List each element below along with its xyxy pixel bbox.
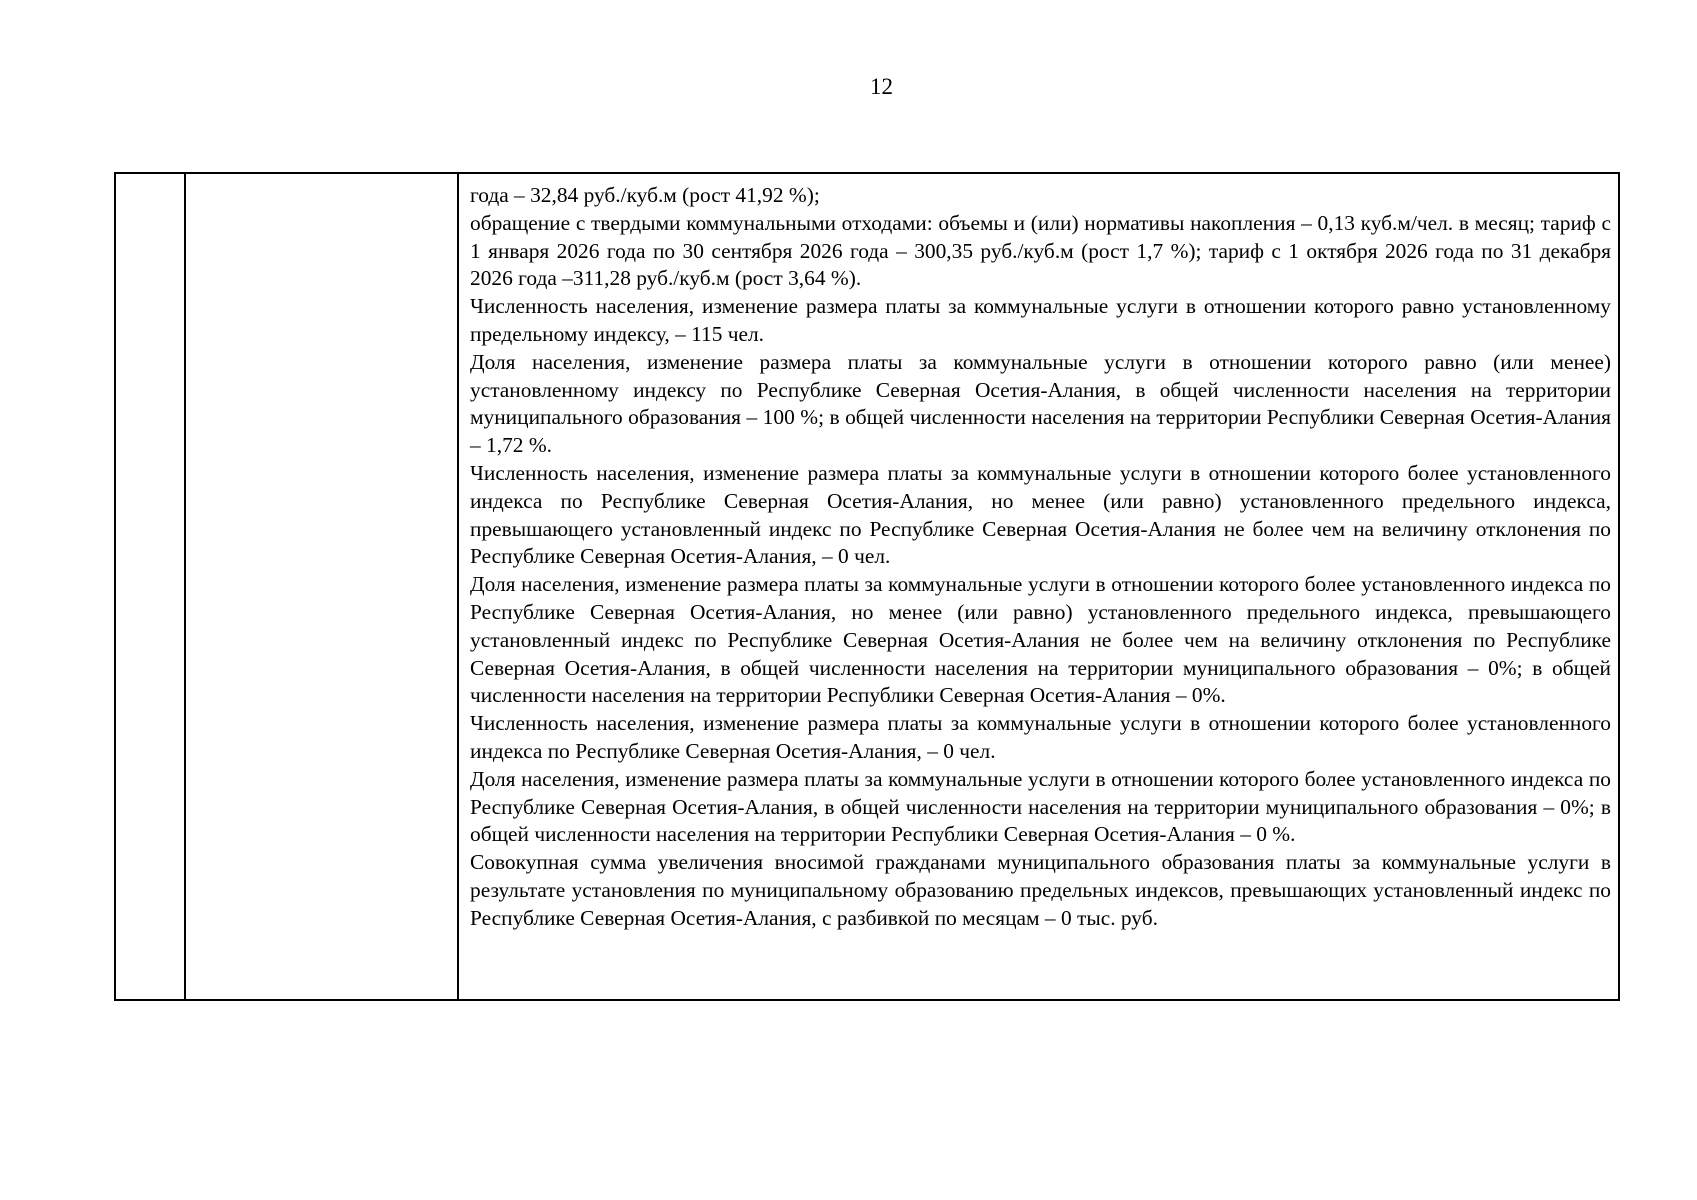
paragraph: Доля населения, изменение размера платы за коммунальные услуги в отношении которого равно (или менее) установленному индексу по Республике Северная Осетия-Алания, в общей численности населения на территории муниципального образования – 100 %; в общей численности населения на территории Республики Северная Осетия-Алания – 1,72 %.	[470, 349, 1611, 458]
paragraph: Численность населения, изменение размера платы за коммунальные услуги в отношении которого более установленного индекса по Республике Северная Осетия-Алания, – 0 чел.	[470, 711, 1611, 763]
paragraph: Совокупная сумма увеличения вносимой гражданами муниципального образования платы за коммунальные услуги в результате установления по муниципальному образованию предельных индексов, превышающих установленный индекс по Республике Северная Осетия-Алания, с разбивкой по месяцам – 0 тыс. руб.	[470, 850, 1611, 930]
paragraph: Доля населения, изменение размера платы за коммунальные услуги в отношении которого более установленного индекса по Республике Северная Осетия-Алания, в общей численности населения на территории муниципального образования – 0%; в общей численности населения на территории Республики Северная Осетия-Алания – 0 %.	[470, 766, 1611, 847]
paragraph: Доля населения, изменение размера платы за коммунальные услуги в отношении которого более установленного индекса по Республике Северная Осетия-Алания, но менее (или равно) установленного предельного индекса, превышающего установленный индекс по Республике Северная Осетия-Алания не более чем на величину отклонения по Республике Северная Осетия-Алания, в общей численности населения на территории муниципального образования – 0%; в общей численности населения на территории Республики Северная Осетия-Алания – 0%.	[470, 572, 1611, 708]
table-cell-number	[115, 173, 185, 1000]
table-cell-description	[458, 173, 1619, 1000]
table-row	[115, 173, 1619, 1000]
paragraph: обращение с твердыми коммунальными отходами: объемы и (или) нормативы накопления – 0,13 куб.м/чел. в месяц; тариф с 1 января 2026 года по 30 сентября 2026 года – 300,35 руб./куб.м (рост 1,7 %); тариф с 1 октября 2026 года по 31 декабря 2026 года –311,28 руб./куб.м (рост 3,64 %).	[470, 210, 1611, 291]
document-table	[114, 172, 1620, 1001]
paragraph: Численность населения, изменение размера платы за коммунальные услуги в отношении которого более установленного индекса по Республике Северная Осетия-Алания, но менее (или равно) установленного предельного индекса, превышающего установленный индекс по Республике Северная Осетия-Алания не более чем на величину отклонения по Республике Северная Осетия-Алания, – 0 чел.	[470, 460, 1611, 569]
paragraph: Численность населения, изменение размера платы за коммунальные услуги в отношении которого равно установленному предельному индексу, – 115 чел.	[470, 294, 1611, 346]
page-number: 12	[870, 74, 893, 99]
table-cell-name	[185, 173, 458, 1000]
paragraph: года – 32,84 руб./куб.м (рост 41,92 %);	[470, 183, 820, 207]
